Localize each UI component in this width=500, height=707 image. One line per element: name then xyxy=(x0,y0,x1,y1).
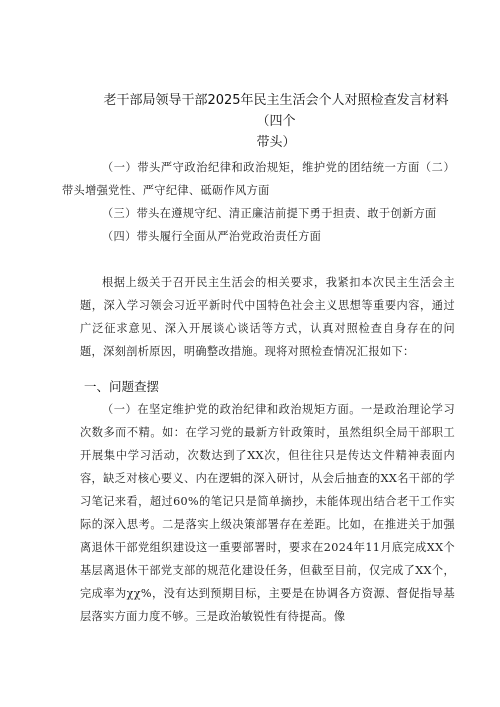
title-line-1: 老干部局领导干部2025年民主生活会个人对照检查发言材料（四个 xyxy=(103,93,449,129)
document-title xyxy=(96,90,456,153)
section-heading: 一、问题查摆 xyxy=(84,379,160,394)
intro-paragraph: 根据上级关于召开民主生活会的相关要求，我紧扣本次民主生活会主题，深入学习领会习近平新时代中国特色社会主义思想等重要内容，通过广泛征求意见、深入开展谈心谈话等方式，认真对照检查自身存在的问题，深刻剖析原因，明确整改措施。现将对照检查情况汇报如下： xyxy=(80,276,455,358)
body-paragraph: （一）在坚定维护党的政治纪律和政治规矩方面。一是政治理论学习次数多而不精。如：在学习党的最新方针政策时，虽然组织全局干部职工开展集中学习活动，次数达到了XX次，但往往只是传达文件精神表面内容，缺乏对核心要义、内在逻辑的深入研讨，从会后抽查的XX名干部的学习笔记来看，超过60%的笔记只是简单摘抄，未能体现出结合老干工作实际的深入思考。二是落实上级决策部署存在差距。比如，在推进关于加强离退休干部党组织建设这一重要部署时，要求在2024年11月底完成XX个基层离退休干部党支部的规范化建设任务，但截至目前，仅完成了XX个，完成率为χχ%，没有达到预期目标，主要是在协调各方资源、督促指导基层落实方面力度不够。三是政治敏锐性有待提高。像 xyxy=(80,403,455,623)
title-line-2: 带头） xyxy=(256,135,296,150)
outline-item-4: （四）带头履行全面从严治党政治责任方面 xyxy=(102,230,322,243)
outline-item-1-2: （一）带头严守政治纪律和政治规矩，维护党的团结统一方面（二）带头增强党性、严守纪律、砥砺作风方面 xyxy=(62,161,455,197)
body-block xyxy=(80,398,455,628)
outline-block xyxy=(62,156,455,248)
intro-block xyxy=(80,271,455,363)
outline-item-3: （三）带头在遵规守纪、清正廉洁前提下勇于担责、敢于创新方面 xyxy=(102,207,437,220)
